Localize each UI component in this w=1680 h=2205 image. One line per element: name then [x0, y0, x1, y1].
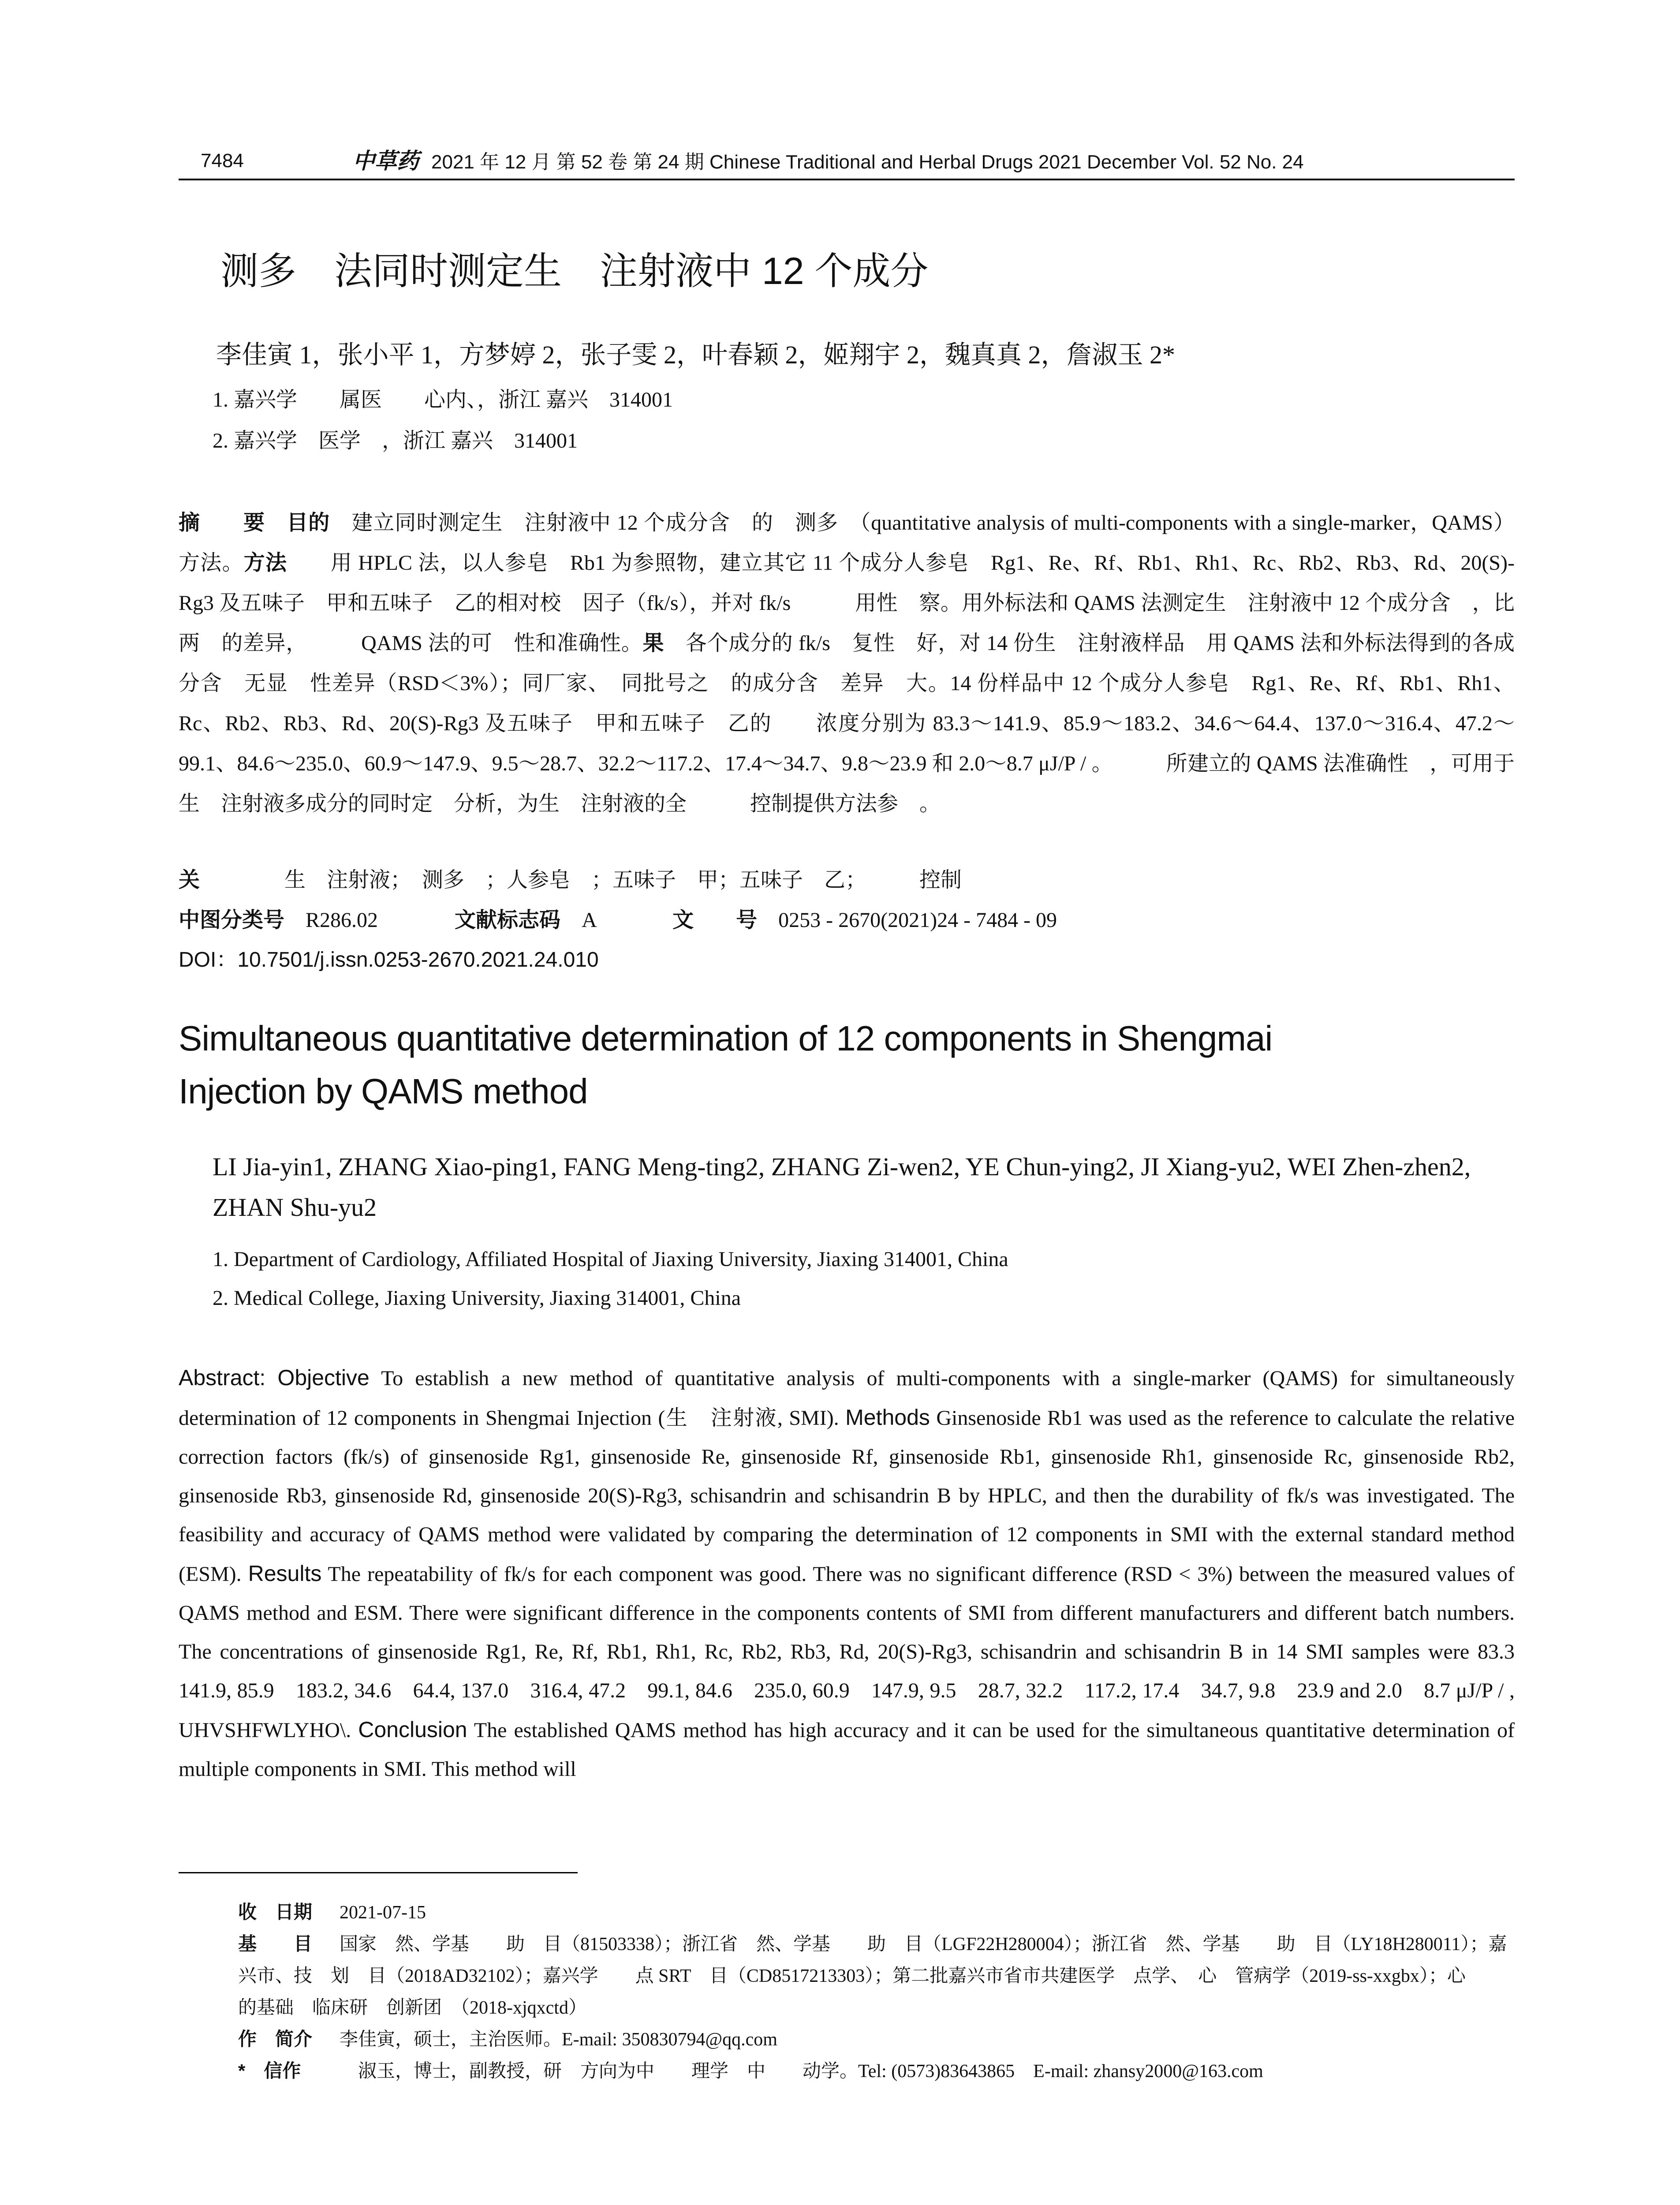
conclusion-en-label: Conclusion: [358, 1717, 467, 1742]
objective-cn-label: 目的: [287, 511, 330, 534]
objective-cn-text: 建立同时测定生 注射液中 12 个成分含 的 测多 （quantitative analysis of multi-components with a single-marker，QAMS）方法。: [179, 511, 1515, 575]
clc-value: R286.02: [306, 908, 378, 932]
result-cn-text: 各个成分的 fk/s 复性 好，对 14 份生 注射液样品 用 QAMS 法和外标法得到的各成分含 无显 性差异（RSD＜3%）；同厂家、 同批号之 的成分含 差异 大。14 份样品中 12 个成分人参皂 Rg1、Re、Rf、Rb1、Rh1、Rc、Rb2、Rb3、Rd、20(S)-Rg3 及五味子 甲和五味子 乙的 浓度分别为 83.3～141.9、85.9～183.2、34.6～64.4、137.0～316.4、47.2～99.1、84.6～235.0、60.9～147.9、9.5～28.7、32.2～117.2、17.4～34.7、9.8～23.9 和 2.0～8.7 μJ/P / 。 所建立的 QAMS 法准确性 ，可用于生 注射液多成分的同时定 分析，为生 注射液的全 控制提供方法参 。: [179, 632, 1515, 815]
running-header: [179, 143, 1515, 179]
footnote-fund: [238, 1928, 1521, 2024]
journal-issue-info: 2021 年 12 月 第 52 卷 第 24 期 Chinese Traditional and Herbal Drugs 2021 December Vol. 52 No. 24: [431, 151, 1304, 173]
corresponding-label: * 信作: [238, 2060, 301, 2081]
footnote-bio: [238, 2023, 1517, 2056]
english-title: [179, 1012, 1523, 1118]
footnote-corresponding: [238, 2055, 1517, 2087]
results-en-label: Results: [248, 1561, 322, 1586]
chinese-affiliation-2: 2. 嘉兴学 医学 ，浙江 嘉兴 314001: [213, 429, 578, 452]
header-rule: [179, 179, 1515, 180]
article-no-value: 0253 - 2670(2021)24 - 7484 - 09: [778, 908, 1057, 932]
journal-name: 中草药: [353, 149, 419, 173]
english-title-line-2: Injection by QAMS method: [179, 1072, 588, 1111]
received-value: 2021-07-15: [340, 1902, 426, 1923]
corresponding-value: 淑玉，博士，副教授，研 方向为中 理学 中 动学。Tel: (0573)83643865 E-mail: zhansy2000@163.com: [340, 2061, 1263, 2082]
fund-value: 国家 然、学基 助 目（81503338）；浙江省 然、学基 助 目（LGF22H280004）；浙江省 然、学基 助 目（LY18H280011）；嘉兴市、技 划 目（2018AD32102）；嘉兴学 点 SRT 目（CD8517213303）；第二批嘉兴市省市共建医学 点学、 心 管病学（2019-ss-xxgbx）；心 的基础 临床研 创新团 （2018-xjqxctd）: [238, 1934, 1521, 2018]
objective-en-label: Objective: [277, 1365, 370, 1390]
received-label: 收 日期: [238, 1902, 313, 1922]
fund-label: 基 目: [238, 1933, 313, 1954]
abstract-en-label: Abstract:: [179, 1365, 266, 1390]
keywords-cn-label: 关: [179, 868, 264, 892]
doi-line: DOI：10.7501/j.issn.0253-2670.2021.24.010: [179, 948, 599, 972]
english-abstract: [179, 1358, 1536, 1789]
chinese-title: 测多 法同时测定生 注射液中 12 个成分: [220, 250, 929, 292]
journal-info-line: [353, 143, 1304, 180]
objective-en-text: To establish a new method of quantitative analysis of multi-components with a single-marker (QAMS) for simultaneously determination of 12 components in Shengmai Injection (生 注射液, SMI).: [179, 1367, 1515, 1430]
abstract-cn-label: 摘 要: [179, 511, 265, 534]
bio-label: 作 简介: [238, 2029, 313, 2049]
page-number: 7484: [201, 150, 244, 172]
method-cn-label: 方法: [243, 551, 287, 575]
chinese-affiliation-1: 1. 嘉兴学 属医 心内、，浙江 嘉兴 314001: [213, 388, 673, 411]
doc-code-value: A: [582, 908, 596, 932]
conclusion-en-text: The established QAMS method has high accuracy and it can be used for the simultaneous quantitative determination of multiple components in SMI. This method will: [179, 1719, 1515, 1781]
methods-en-label: Methods: [845, 1405, 930, 1430]
english-affiliation-1: 1. Department of Cardiology, Affiliated Hospital of Jiaxing University, Jiaxing 314001, China: [213, 1248, 1008, 1271]
chinese-keywords: [179, 860, 962, 900]
methods-en-text: Ginsenoside Rb1 was used as the reference to calculate the relative correction factors (fk/s) of ginsenoside Rg1, ginsenoside Re, ginsenoside Rf, ginsenoside Rb1, ginsenoside Rh1, ginsenoside Rc, ginsenoside Rb2, ginsenoside Rb3, ginsenoside Rd, ginsenoside 20(S)-Rg3, schisandrin and schisandrin B by HPLC, and then the durability of fk/s was investigated. The feasibility and accuracy of QAMS method were validated by comparing the determination of 12 components in SMI with the external standard method (ESM).: [179, 1406, 1515, 1586]
doc-code-label: 文献标志码: [455, 908, 561, 932]
english-title-line-1: Simultaneous quantitative determination of 12 components in Shengmai: [179, 1019, 1273, 1058]
result-cn-label: 果: [642, 632, 665, 655]
english-affiliation-2: 2. Medical College, Jiaxing University, Jiaxing 314001, China: [213, 1286, 741, 1310]
bio-value: 李佳寅，硕士，主治医师。E-mail: 350830794@qq.com: [340, 2029, 777, 2050]
chinese-authors: 李佳寅 1，张小平 1，方梦婷 2，张子雯 2，叶春颖 2，姬翔宇 2，魏真真 2，詹淑玉 2*: [216, 340, 1176, 369]
footnote-received: [238, 1896, 1517, 1928]
method-cn-text: 用 HPLC 法，以人参皂 Rb1 为参照物，建立其它 11 个成分人参皂 Rg1、Re、Rf、Rb1、Rh1、Rc、Rb2、Rb3、Rd、20(S)-Rg3 及五味子 甲和五味子 乙的相对校 因子（fk/s），并对 fk/s 用性 察。用外标法和 QAMS 法测定生 注射液中 12 个成分含 ，比 两 的差异， QAMS 法的可 性和准确性。: [179, 551, 1536, 655]
footnote-rule: [179, 1872, 578, 1873]
results-en-text: The repeatability of fk/s for each component was good. There was no significant difference (RSD < 3%) between the measured values of QAMS method and ESM. There were significant difference in the components contents of SMI from different manufacturers and different batch numbers. The concentrations of ginsenoside Rg1, Re, Rf, Rb1, Rh1, Rc, Rb2, Rb3, Rd, 20(S)-Rg3, schisandrin and schisandrin B in 14 SMI samples were 83.3 141.9, 85.9 183.2, 34.6 64.4, 137.0 316.4, 47.2 99.1, 84.6 235.0, 60.9 147.9, 9.5 28.7, 32.2 117.2, 17.4 34.7, 9.8 23.9 and 2.0 8.7 μJ/P / , UHVSHFWLYHO\.: [179, 1562, 1536, 1742]
english-authors: LI Jia-yin1, ZHANG Xiao-ping1, FANG Meng-ting2, ZHANG Zi-wen2, YE Chun-ying2, JI Xiang-yu2, WEI Zhen-zhen2, ZHAN Shu-yu2: [213, 1152, 1471, 1222]
article-no-label: 文 号: [672, 908, 758, 932]
chinese-abstract: [179, 503, 1536, 824]
clc-label: 中图分类号: [179, 908, 285, 932]
keywords-cn-text: 生 注射液； 测多 ；人参皂 ；五味子 甲；五味子 乙； 控制: [284, 868, 962, 892]
classification-line: [179, 900, 1057, 940]
